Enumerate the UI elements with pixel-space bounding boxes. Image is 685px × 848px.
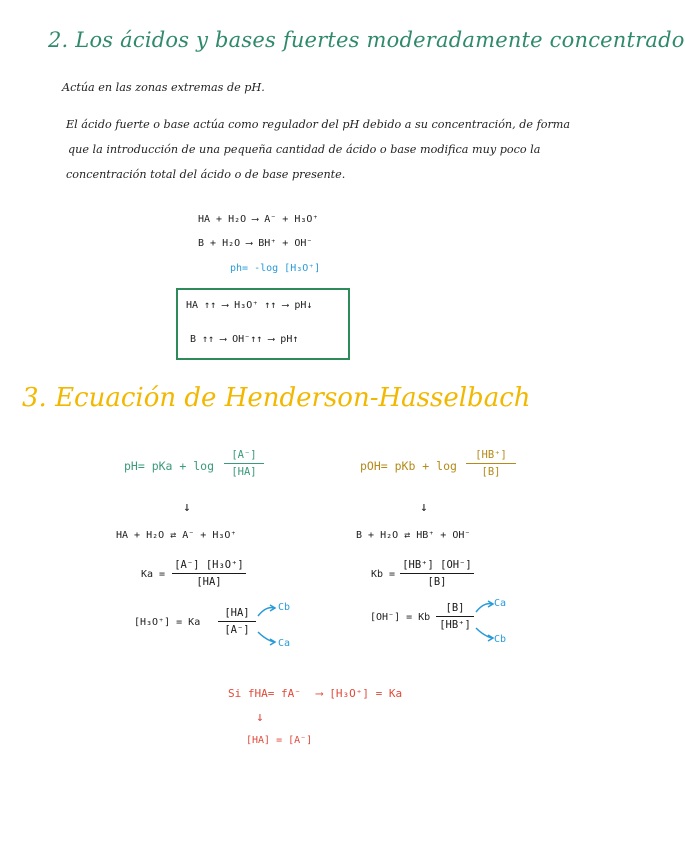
fraction-denominator: [HB⁺] xyxy=(439,619,471,632)
ka-fraction xyxy=(172,559,246,588)
left-tag-cb: Cb xyxy=(278,602,291,613)
equation-acid-dissociation: HA + H₂O ⟶ A⁻ + H₃O⁺ xyxy=(198,214,319,225)
fraction-numerator: [HA] xyxy=(224,607,250,619)
section-2-title: 2. Los ácidos y bases fuertes moderadamente concentrado xyxy=(48,28,685,52)
fraction-denominator: [HA] xyxy=(196,576,222,589)
condition-text: Si fHA= fA⁻ xyxy=(228,687,301,700)
left-tag-ca: Ca xyxy=(278,638,291,649)
right-tag-cb: Cb xyxy=(494,634,507,645)
h3o-prefix: [H₃O⁺] = Ka xyxy=(134,617,201,628)
fraction-bar xyxy=(436,616,474,617)
paragraph-line-3: concentración total del ácido o de base presente. xyxy=(66,168,346,181)
henderson-poh-fraction xyxy=(466,449,516,478)
fraction-numerator: [HB⁺] xyxy=(475,449,507,461)
fraction-denominator: [B] xyxy=(481,466,501,479)
kb-prefix: Kb = xyxy=(371,569,396,580)
paragraph-line-2: que la introducción de una pequeña cantidad de ácido o base modifica muy poco la xyxy=(68,143,541,156)
acid-equilibrium: HA + H₂O ⇄ A⁻ + H₃O⁺ xyxy=(116,530,237,541)
fraction-denominator: [A⁻] xyxy=(224,624,250,637)
condition-equality: [HA] = [A⁻] xyxy=(246,735,313,746)
condition-result: ⟶ [H₃O⁺] = Ka xyxy=(316,687,403,700)
paragraph-line-1: El ácido fuerte o base actúa como regulador del pH debido a su concentración, de forma xyxy=(66,118,571,131)
henderson-ph-prefix: pH= pKa + log xyxy=(124,459,215,473)
base-equilibrium: B + H₂O ⇄ HB⁺ + OH⁻ xyxy=(356,530,471,541)
down-arrow-left: ↓ xyxy=(183,500,191,515)
down-arrow-right: ↓ xyxy=(420,500,428,515)
equation-base-dissociation: B + H₂O ⟶ BH⁺ + OH⁻ xyxy=(198,238,313,249)
fraction-bar xyxy=(224,463,264,464)
intro-line: Actúa en las zonas extremas de pH. xyxy=(62,81,265,94)
henderson-ph-fraction xyxy=(224,449,264,478)
fraction-denominator: [B] xyxy=(427,576,447,589)
condition-down-arrow: ↓ xyxy=(256,710,264,725)
fraction-bar xyxy=(218,621,256,622)
kb-fraction xyxy=(400,559,474,588)
summary-base-line: B ↑↑ ⟶ OH⁻↑↑ ⟶ pH↑ xyxy=(190,334,299,345)
fraction-bar xyxy=(466,463,516,464)
ka-prefix: Ka = xyxy=(141,569,166,580)
fraction-numerator: [B] xyxy=(445,602,465,614)
h3o-fraction xyxy=(218,607,256,636)
summary-acid-line: HA ↑↑ ⟶ H₃O⁺ ↑↑ ⟶ pH↓ xyxy=(186,300,313,311)
fraction-numerator: [A⁻] [H₃O⁺] xyxy=(174,559,244,571)
right-tag-ca: Ca xyxy=(494,598,507,609)
oh-fraction xyxy=(436,602,474,631)
fraction-bar xyxy=(400,573,474,574)
henderson-poh-prefix: pOH= pKb + log xyxy=(360,459,457,473)
ph-definition: ph= -log [H₃O⁺] xyxy=(230,263,321,274)
section-3-title: 3. Ecuación de Henderson-Hasselbach xyxy=(22,383,531,413)
fraction-numerator: [A⁻] xyxy=(231,449,257,461)
oh-prefix: [OH⁻] = Kb xyxy=(370,612,431,623)
summary-box xyxy=(176,288,350,360)
fraction-denominator: [HA] xyxy=(231,466,257,479)
fraction-numerator: [HB⁺] [OH⁻] xyxy=(402,559,472,571)
fraction-bar xyxy=(172,573,246,574)
